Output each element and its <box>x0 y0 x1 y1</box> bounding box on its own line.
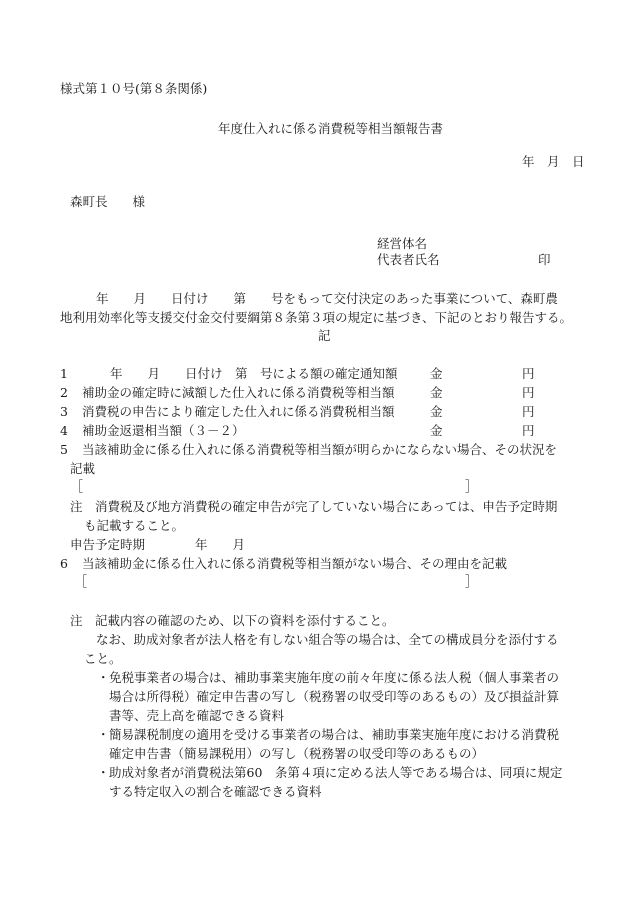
form-number: 様式第１０号(第８条関係) <box>60 81 208 96</box>
item-6-line-1: 当該補助金に係る仕入れに係る消費税等相当額がない場合、その理由を記載 <box>82 556 508 571</box>
addressee: 森町長 様 <box>70 194 146 209</box>
representative-label: 代表者氏名 <box>377 252 440 267</box>
ki-heading: 記 <box>318 328 331 343</box>
notes-line-2: なお、助成対象者が法人格を有しない組合等の場合は、全ての構成員分を添付する <box>96 632 559 647</box>
bullet-text: 免税事業者の場合は、補助事業実施年度の前々年度に係る法人税（個人事業者の <box>109 670 560 685</box>
kin-label: 金 <box>430 404 443 419</box>
item-5-line-1: 当該補助金に係る仕入れに係る消費税等相当額が明らかにならない場合、その状況を <box>82 442 558 457</box>
bullet-mark: ・ <box>97 727 110 742</box>
intro-line-2: 地利用効率化等支援交付金交付要綱第８条第３項の規定に基づき、下記のとおり報告する。 <box>60 310 573 325</box>
item-6-bracket-close: ］ <box>465 575 479 590</box>
bullet-text: 簡易課税制度の適用を受ける事業者の場合は、補助事業実施年度における消費税 <box>109 727 560 742</box>
bullet-mark: ・ <box>97 670 110 685</box>
bullet-text: 書等、売上高を確認できる資料 <box>109 708 285 723</box>
item-5-bracket-open: ［ <box>70 480 84 495</box>
item-text: 年 月 日付け 第 号による額の確定通知額 <box>110 366 398 381</box>
item-5-note-line-2: も記載すること。 <box>84 518 185 533</box>
item-number: 4 <box>60 423 68 438</box>
notes-line-3: こと。 <box>84 651 122 666</box>
bullet-text: 助成対象者が消費税法第60 条第４項に定める法人等である場合は、同項に規定 <box>109 765 563 780</box>
document-title: 年度仕入れに係る消費税等相当額報告書 <box>218 121 444 136</box>
date-line: 年 月 日 <box>522 154 585 169</box>
yen-label: 円 <box>522 385 535 400</box>
item-number: 3 <box>60 404 68 419</box>
item-6-bracket-open: ［ <box>74 575 88 590</box>
bullet-text: する特定収入の割合を確認できる資料 <box>109 784 322 799</box>
notes-line-1: 注 記載内容の確認のため、以下の資料を添付すること。 <box>70 613 395 628</box>
intro-line-1: 年 月 日付け 第 号をもって交付決定のあった事業について、森町農 <box>96 291 558 306</box>
bullet-text: 確定申告書（簡易課税用）の写し（税務署の収受印等のあるもの） <box>109 746 485 761</box>
kin-label: 金 <box>430 366 443 381</box>
filing-schedule: 申告予定時期 年 月 <box>70 537 246 552</box>
item-number: 5 <box>60 442 68 457</box>
item-text: 補助金の確定時に減額した仕入れに係る消費税等相当額 <box>82 385 395 400</box>
item-text: 補助金返還相当額（３－２） <box>82 423 245 438</box>
bullet-mark: ・ <box>97 765 110 780</box>
yen-label: 円 <box>522 423 535 438</box>
yen-label: 円 <box>522 366 535 381</box>
item-text: 消費税の申告により確定した仕入れに係る消費税相当額 <box>82 404 395 419</box>
business-name-label: 経営体名 <box>377 236 428 251</box>
kin-label: 金 <box>430 385 443 400</box>
seal-mark: 印 <box>538 252 551 267</box>
item-5-line-2: 記載 <box>70 461 96 476</box>
item-5-note-line-1: 注 消費税及び地方消費税の確定申告が完了していない場合にあっては、申告予定時期 <box>70 499 558 514</box>
yen-label: 円 <box>522 404 535 419</box>
item-5-bracket-close: ］ <box>465 480 479 495</box>
item-number: 6 <box>60 556 68 571</box>
item-number: 2 <box>60 385 68 400</box>
bullet-text: 場合は所得税）確定申告書の写し（税務署の収受印等のあるもの）及び損益計算 <box>109 689 560 704</box>
item-number: 1 <box>60 366 68 381</box>
kin-label: 金 <box>430 423 443 438</box>
